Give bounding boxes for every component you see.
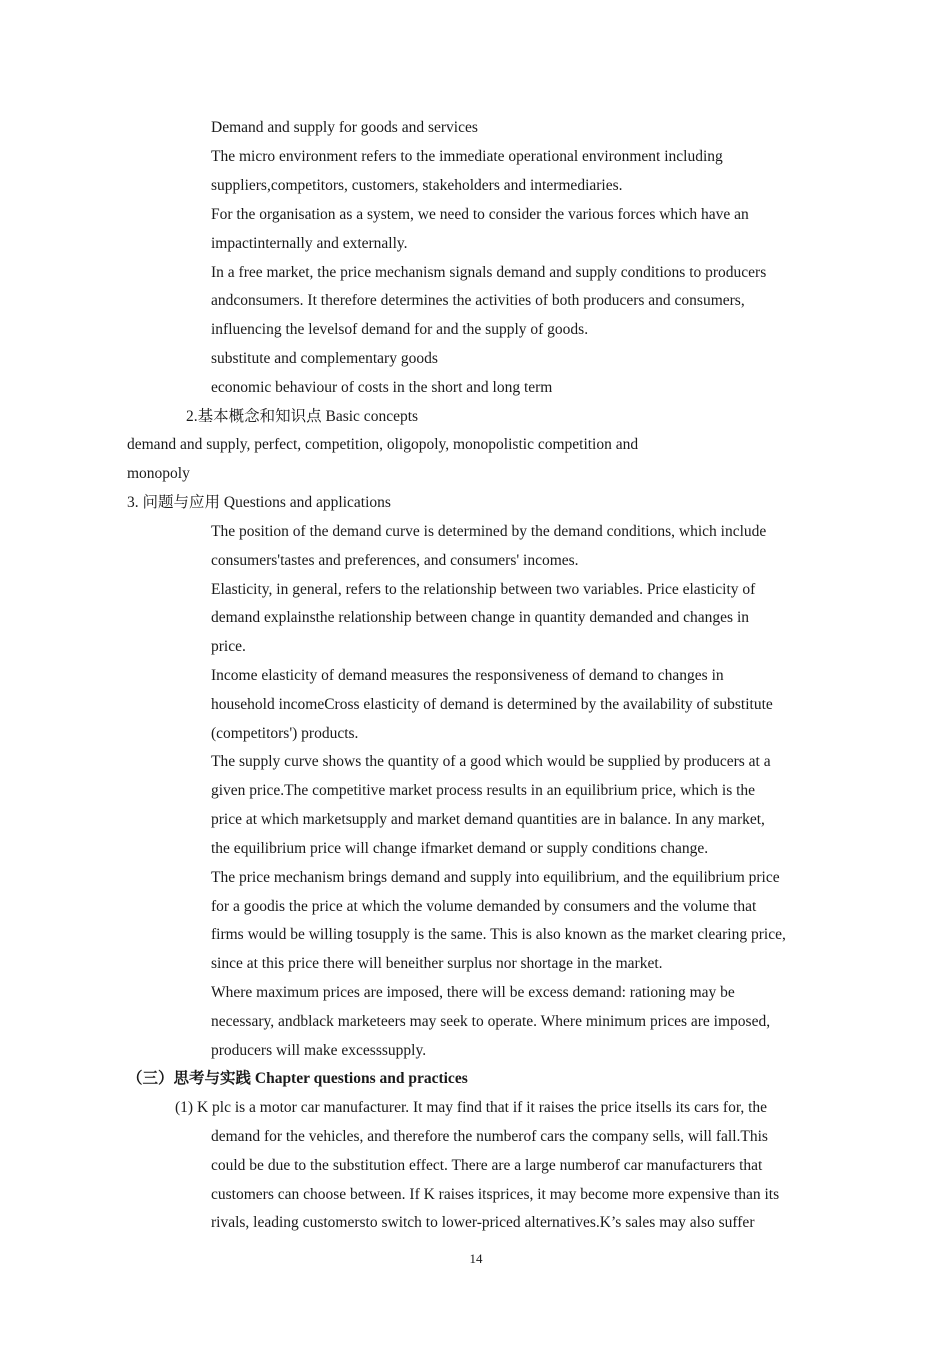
text-line: price at which marketsupply and market demand quantities are in balance. In any market, [211, 811, 765, 828]
text-line: The micro environment refers to the immediate operational environment including [211, 148, 723, 165]
text-line: suppliers,competitors, customers, stakeholders and intermediaries. [211, 177, 623, 194]
text-line: the equilibrium price will change ifmarket demand or supply conditions change. [211, 840, 709, 857]
text-line: producers will make excesssupply. [211, 1042, 427, 1059]
text-line: For the organisation as a system, we need to consider the various forces which have an [211, 206, 749, 223]
text-line: economic behaviour of costs in the short and long term [211, 379, 553, 396]
text-line: for a goodis the price at which the volume demanded by consumers and the volume that [211, 898, 757, 915]
text-line: The position of the demand curve is determined by the demand conditions, which include [211, 523, 767, 540]
text-line: necessary, andblack marketeers may seek to operate. Where minimum prices are imposed, [211, 1013, 771, 1030]
text-line: Where maximum prices are imposed, there will be excess demand: rationing may be [211, 984, 735, 1001]
text-line: consumers'tastes and preferences, and consumers' incomes. [211, 552, 579, 569]
text-line: household incomeCross elasticity of demand is determined by the availability of substitute [211, 696, 773, 713]
text-line: firms would be willing tosupply is the same. This is also known as the market clearing price, [211, 926, 786, 943]
text-line: In a free market, the price mechanism signals demand and supply conditions to producers [211, 264, 767, 281]
text-line: customers can choose between. If K raises itsprices, it may become more expensive than its [211, 1186, 780, 1203]
text-line: impactinternally and externally. [211, 235, 408, 252]
text-line: could be due to the substitution effect. There are a large numberof car manufacturers that [211, 1157, 763, 1174]
section-heading: 2.基本概念和知识点 Basic concepts [186, 408, 419, 425]
text-line: andconsumers. It therefore determines the activities of both producers and consumers, [211, 292, 745, 309]
text-line: Income elasticity of demand measures the responsiveness of demand to changes in [211, 667, 724, 684]
text-line: The price mechanism brings demand and supply into equilibrium, and the equilibrium price [211, 869, 780, 886]
chapter-heading: （三）思考与实践 Chapter questions and practices [127, 1070, 468, 1087]
text-line: demand explainsthe relationship between change in quantity demanded and changes in [211, 609, 750, 626]
text-line: demand for the vehicles, and therefore the numberof cars the company sells, will fall.This [211, 1128, 768, 1145]
text-line: Elasticity, in general, refers to the relationship between two variables. Price elasticity of [211, 581, 756, 598]
text-line: demand and supply, perfect, competition, oligopoly, monopolistic competition and [127, 436, 639, 453]
text-line: rivals, leading customersto switch to lower-priced alternatives.K’s sales may also suffer [211, 1214, 755, 1231]
text-line: Demand and supply for goods and services [211, 119, 478, 136]
text-line: influencing the levelsof demand for and the supply of goods. [211, 321, 589, 338]
text-line: The supply curve shows the quantity of a good which would be supplied by producers at a [211, 753, 771, 770]
text-line: given price.The competitive market process results in an equilibrium price, which is the [211, 782, 756, 799]
text-line: price. [211, 638, 246, 655]
text-line: (1) K plc is a motor car manufacturer. It may find that if it raises the price itsells its cars for, the [175, 1099, 768, 1116]
section-heading: 3. 问题与应用 Questions and applications [127, 494, 391, 511]
text-line: since at this price there will beneither surplus nor shortage in the market. [211, 955, 663, 972]
text-line: monopoly [127, 465, 190, 482]
text-line: (competitors') products. [211, 725, 359, 742]
page-number: 14 [469, 1251, 483, 1266]
text-line: substitute and complementary goods [211, 350, 438, 367]
